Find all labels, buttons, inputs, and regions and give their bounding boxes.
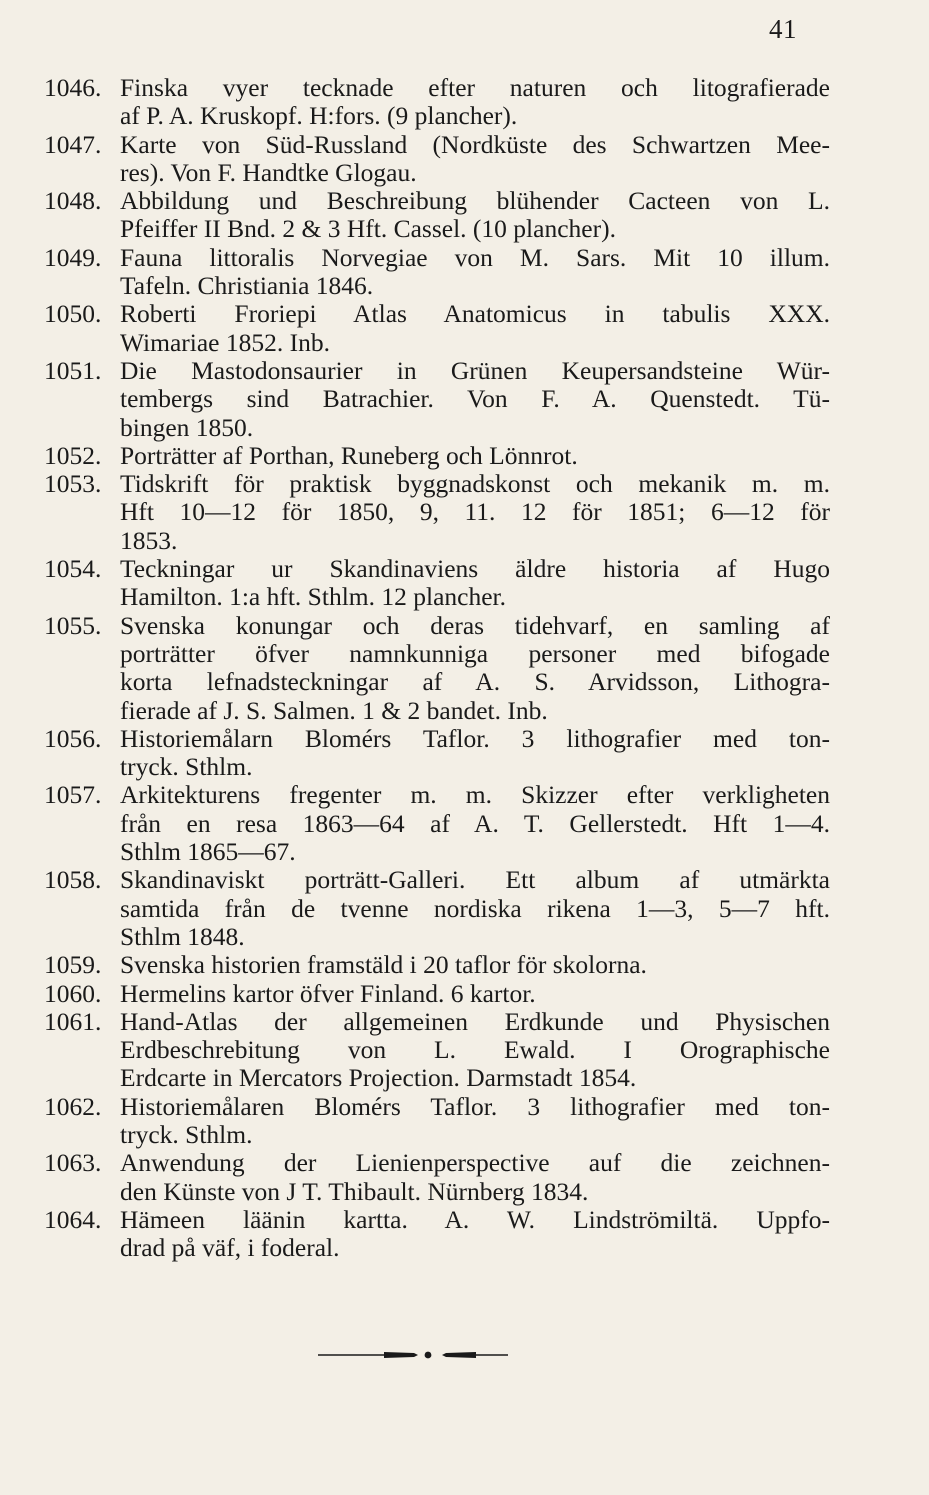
entry-text — [120, 357, 830, 442]
entry-text — [120, 300, 830, 357]
catalogue-entry — [44, 866, 830, 951]
entry-text — [120, 1093, 830, 1150]
catalogue-entry — [44, 470, 830, 555]
entry-number: 1063. — [44, 1148, 102, 1178]
catalogue-entry — [44, 131, 830, 188]
entry-text-line: tryck. Sthlm. — [120, 753, 253, 782]
entry-text-line: Erdbeschrebitung von L. Ewald. I Orographische — [120, 1036, 830, 1065]
entry-number: 1054. — [44, 554, 102, 584]
entry-text-line: Porträtter af Porthan, Runeberg och Lönnrot. — [120, 441, 578, 470]
decorative-rule-icon — [318, 1349, 508, 1361]
entry-text — [120, 951, 830, 979]
catalogue-entry — [44, 725, 830, 782]
entry-number: 1047. — [44, 129, 102, 159]
entry-text-line: Pfeiffer II Bnd. 2 & 3 Hft. Cassel. (10 plancher). — [120, 215, 616, 244]
entry-text-line: Hamilton. 1:a hft. Sthlm. 12 plancher. — [120, 583, 506, 612]
entry-text-line: tembergs sind Batrachier. Von F. A. Quenstedt. Tü- — [120, 385, 830, 414]
entry-text-line: Roberti Froriepi Atlas Anatomicus in tabulis XXX. — [120, 300, 830, 329]
entry-text — [120, 442, 830, 470]
entry-text — [120, 74, 830, 131]
entry-text-line: Hand-Atlas der allgemeinen Erdkunde und Physischen — [120, 1007, 830, 1036]
entry-text-line: Hft 10—12 för 1850, 9, 11. 12 för 1851; 6—12 för — [120, 498, 830, 527]
catalogue-entry — [44, 1149, 830, 1206]
catalogue-entry — [44, 300, 830, 357]
catalogue-entry — [44, 74, 830, 131]
entry-number: 1059. — [44, 950, 102, 980]
entry-number: 1055. — [44, 610, 102, 640]
page-number: 41 — [769, 14, 797, 44]
catalogue-entries — [44, 74, 830, 1262]
entry-text — [120, 244, 830, 301]
entry-text-line: Tafeln. Christiania 1846. — [120, 272, 374, 301]
entry-text-line: Skandinaviskt porträtt-Galleri. Ett album af utmärkta — [120, 866, 830, 895]
entry-text — [120, 555, 830, 612]
catalogue-entry — [44, 612, 830, 725]
catalogue-entry — [44, 1008, 830, 1093]
entry-text-line: Sthlm 1865—67. — [120, 838, 296, 867]
entry-text-line: bingen 1850. — [120, 413, 254, 442]
entry-text-line: Wimariae 1852. Inb. — [120, 328, 330, 357]
entry-text-line: Sthlm 1848. — [120, 922, 245, 951]
entry-text-line: Erdcarte in Mercators Projection. Darmstadt 1854. — [120, 1064, 637, 1093]
entry-text — [120, 781, 830, 866]
entry-text — [120, 470, 830, 555]
entry-text — [120, 1206, 830, 1263]
entry-text — [120, 866, 830, 951]
entry-text-line: Karte von Süd-Russland (Nordküste des Schwartzen Mee- — [120, 130, 830, 159]
entry-number: 1056. — [44, 723, 102, 753]
entry-text — [120, 1008, 830, 1093]
catalogue-entry — [44, 1206, 830, 1263]
entry-number: 1052. — [44, 440, 102, 470]
entry-text-line: 1853. — [120, 526, 178, 555]
entry-number: 1064. — [44, 1204, 102, 1234]
catalogue-entry — [44, 187, 830, 244]
catalogue-entry — [44, 951, 830, 979]
entry-text-line: Historiemålarn Blomérs Taflor. 3 lithografier med ton- — [120, 724, 830, 753]
entry-text-line: från en resa 1863—64 af A. T. Gellerstedt. Hft 1—4. — [120, 809, 830, 838]
entry-number: 1057. — [44, 780, 102, 810]
entry-text — [120, 725, 830, 782]
entry-number: 1049. — [44, 242, 102, 272]
entry-text-line: Finska vyer tecknade efter naturen och litografierade — [120, 74, 830, 102]
entry-text-line: Arkitekturens fregenter m. m. Skizzer efter verkligheten — [120, 781, 830, 810]
entry-number: 1060. — [44, 978, 102, 1008]
entry-number: 1050. — [44, 299, 102, 329]
entry-text-line: Abbildung und Beschreibung blühender Cacteen von L. — [120, 187, 830, 216]
entry-text — [120, 187, 830, 244]
entry-text-line: af P. A. Kruskopf. H:fors. (9 plancher). — [120, 102, 518, 131]
entry-number: 1062. — [44, 1091, 102, 1121]
entry-text-line: Svenska historien framstäld i 20 taflor för skolorna. — [120, 951, 647, 980]
entry-number: 1058. — [44, 865, 102, 895]
entry-text-line: porträtter öfver namnkunniga personer med bifogade — [120, 639, 830, 668]
entry-number: 1046. — [44, 73, 102, 102]
entry-text-line: Hämeen läänin kartta. A. W. Lindströmiltä. Uppfo- — [120, 1205, 830, 1234]
entry-text-line: den Künste von J T. Thibault. Nürnberg 1834. — [120, 1177, 589, 1206]
entry-text — [120, 131, 830, 188]
entry-text — [120, 1149, 830, 1206]
catalogue-entry — [44, 357, 830, 442]
entry-text-line: Tidskrift för praktisk byggnadskonst och mekanik m. m. — [120, 470, 830, 499]
catalogue-entry — [44, 781, 830, 866]
entry-text-line: drad på väf, i foderal. — [120, 1234, 340, 1263]
entry-text — [120, 612, 830, 725]
entry-number: 1061. — [44, 1006, 102, 1036]
catalogue-entry — [44, 244, 830, 301]
entry-text-line: Die Mastodonsaurier in Grünen Keupersandsteine Wür- — [120, 356, 830, 385]
entry-text-line: Svenska konungar och deras tidehvarf, en samling af — [120, 611, 830, 640]
entry-text — [120, 980, 830, 1008]
entry-text-line: res). Von F. Handtke Glogau. — [120, 158, 417, 187]
entry-number: 1053. — [44, 469, 102, 499]
entry-text-line: tryck. Sthlm. — [120, 1120, 253, 1149]
entry-number: 1048. — [44, 186, 102, 216]
entry-text-line: Fauna littoralis Norvegiae von M. Sars. Mit 10 illum. — [120, 243, 830, 272]
entry-text-line: korta lefnadsteckningar af A. S. Arvidsson, Lithogra- — [120, 668, 830, 697]
entry-text-line: fierade af J. S. Salmen. 1 & 2 bandet. Inb. — [120, 696, 548, 725]
catalogue-entry — [44, 555, 830, 612]
entry-text-line: Historiemålaren Blomérs Taflor. 3 lithografier med ton- — [120, 1092, 830, 1121]
entry-text-line: Teckningar ur Skandinaviens äldre historia af Hugo — [120, 555, 830, 584]
entry-text-line: Hermelins kartor öfver Finland. 6 kartor. — [120, 979, 536, 1008]
entry-text-line: samtida från de tvenne nordiska rikena 1—3, 5—7 hft. — [120, 894, 830, 923]
entry-number: 1051. — [44, 355, 102, 385]
catalogue-entry — [44, 442, 830, 470]
catalogue-entry — [44, 980, 830, 1008]
entry-text-line: Anwendung der Lienienperspective auf die zeichnen- — [120, 1149, 830, 1178]
catalogue-entry — [44, 1093, 830, 1150]
